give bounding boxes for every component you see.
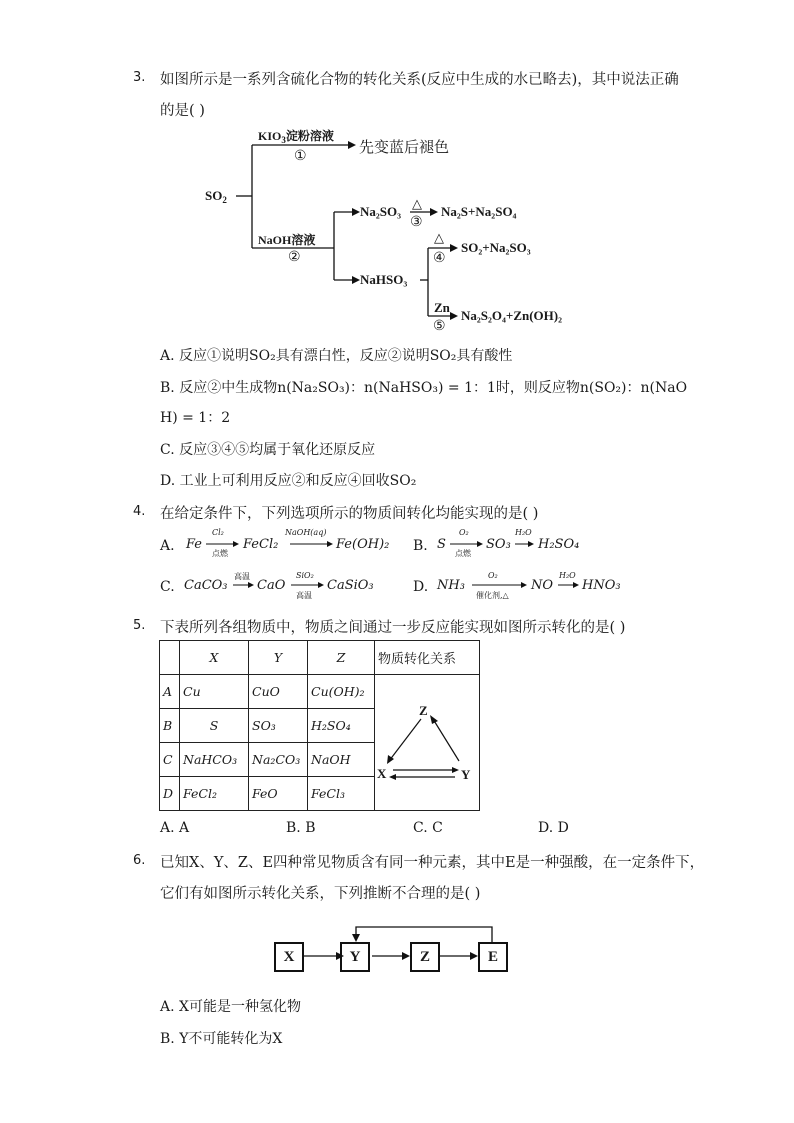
q4-d-s3: HNO₃ xyxy=(582,578,621,593)
q6-box-y: Y xyxy=(340,942,370,972)
q4-b-c2-top: H₂O xyxy=(515,528,532,537)
q3-r4-product: SO₂+Na₂SO₃ xyxy=(461,240,531,255)
q4-d-arrow1 xyxy=(472,581,528,589)
q4-b-c1-top: O₂ xyxy=(459,528,469,537)
table-cell: SO₃ xyxy=(249,709,308,743)
q4-b-arrow2 xyxy=(515,540,535,548)
q3-r5-number: ⑤ xyxy=(433,319,446,334)
table-header-cell: Z xyxy=(308,641,375,675)
table-header-cell: Y xyxy=(249,641,308,675)
q3-r3-product: Na₂S+Na₂SO₄ xyxy=(441,204,517,219)
q3-r5-product: Na₂S₂O₄+Zn(OH)₂ xyxy=(461,308,563,323)
q6-box-x: X xyxy=(274,942,304,972)
q6-box-z: Z xyxy=(410,942,440,972)
q5-option-d[interactable]: D. D xyxy=(538,820,569,836)
table-cell: NaOH xyxy=(308,743,375,777)
table-cell: NaHCO₃ xyxy=(180,743,249,777)
q3-r1-product: 先变蓝后褪色 xyxy=(359,138,450,156)
q4-a-s1: Fe xyxy=(186,537,203,552)
q3-option-b-line1[interactable]: B. 反应②中生成物n(Na₂SO₃)：n(NaHSO₃) = 1：1时，则反应物n(SO₂)：n(NaO xyxy=(160,380,688,396)
q4-d-s2: NO xyxy=(531,578,554,593)
q3-r4-condition: △ xyxy=(434,230,444,245)
table-header-row xyxy=(160,641,480,675)
q6-number: 6. xyxy=(133,853,146,868)
q5-diagram-z: Z xyxy=(419,703,428,718)
q5-diagram-y: Y xyxy=(461,767,471,782)
table-cell: B xyxy=(160,709,180,743)
q3-na2so3: Na₂SO₃ xyxy=(360,204,402,219)
q3-option-a[interactable]: A. 反应①说明SO₂具有漂白性，反应②说明SO₂具有酸性 xyxy=(160,348,513,364)
q3-number: 3. xyxy=(133,70,146,85)
table-cell: H₂SO₄ xyxy=(308,709,375,743)
q3-nahso3: NaHSO₃ xyxy=(360,272,408,287)
q4-c-c1-top: 高温 xyxy=(234,572,250,581)
table-cell: Na₂CO₃ xyxy=(249,743,308,777)
q3-r1-number: ① xyxy=(294,149,307,164)
q4-d-c2-top: H₂O xyxy=(559,571,576,580)
q3-r4-number: ④ xyxy=(433,251,446,266)
q4-a-arrow2 xyxy=(290,540,334,548)
table-cell: Cu(OH)₂ xyxy=(308,675,375,709)
q3-option-c[interactable]: C. 反应③④⑤均属于氧化还原反应 xyxy=(160,442,376,458)
q5-option-a[interactable]: A. A xyxy=(160,820,190,836)
q3-r2-number: ② xyxy=(288,250,301,265)
q4-stem: 在给定条件下，下列选项所示的物质间转化均能实现的是( ) xyxy=(160,506,539,522)
q5-table xyxy=(159,640,480,811)
q4-c-arrow1 xyxy=(233,581,255,589)
q3-r3-condition: △ xyxy=(412,196,422,211)
q4-option-b[interactable] xyxy=(413,538,428,554)
q4-a-c2-top: NaOH(aq) xyxy=(285,528,327,537)
q5-option-c[interactable]: C. C xyxy=(413,820,443,836)
q3-r1-reagent: $KIO_3$淀粉溶液 xyxy=(258,129,334,145)
q4-a-c1-top: Cl₂ xyxy=(212,528,224,537)
q5-diagram-cell xyxy=(375,675,480,811)
q5-triangle-diagram xyxy=(375,675,473,811)
q3-stem-line1: 如图所示是一系列含硫化合物的转化关系(反应中生成的水已略去)，其中说法正确 xyxy=(160,72,679,88)
table-cell: D xyxy=(160,777,180,811)
table-header-cell xyxy=(160,641,180,675)
q3-so2-label: $SO_2$ xyxy=(205,188,227,205)
q5-stem: 下表所列各组物质中，物质之间通过一步反应能实现如图所示转化的是( ) xyxy=(160,620,626,636)
q4-c-s3: CaSiO₃ xyxy=(327,578,374,593)
q3-diagram-lines xyxy=(0,0,794,340)
q4-a-label: A. xyxy=(160,538,175,554)
q4-option-d[interactable] xyxy=(413,579,428,595)
table-header-cell: 物质转化关系 xyxy=(375,641,480,675)
q6-option-b[interactable]: B. Y不可能转化为X xyxy=(160,1031,283,1047)
q4-c-arrow2 xyxy=(291,581,325,589)
q4-option-c[interactable] xyxy=(160,579,175,595)
q4-b-s1: S xyxy=(437,537,446,552)
q3-option-b-line2[interactable]: H) = 1：2 xyxy=(160,410,231,426)
q5-diagram-x: X xyxy=(377,766,387,781)
q4-d-c1-top: O₂ xyxy=(488,571,498,580)
q4-c-c2-top: SiO₂ xyxy=(296,571,314,580)
q4-c-s2: CaO xyxy=(257,578,286,593)
table-cell: A xyxy=(160,675,180,709)
table-row xyxy=(160,675,480,709)
table-cell: FeCl₂ xyxy=(180,777,249,811)
table-cell: FeO xyxy=(249,777,308,811)
q3-r2-reagent: NaOH溶液 xyxy=(258,233,316,247)
table-cell: C xyxy=(160,743,180,777)
q4-b-s2: SO₃ xyxy=(486,537,511,552)
q4-number: 4. xyxy=(133,504,146,519)
q4-d-label: D. xyxy=(413,579,429,595)
q4-c-s1: CaCO₃ xyxy=(184,578,228,593)
table-cell: CuO xyxy=(249,675,308,709)
q6-box-e: E xyxy=(478,942,508,972)
q5-number: 5. xyxy=(133,618,146,633)
q4-b-c1-bottom: 点燃 xyxy=(455,549,471,558)
q3-r5-reagent: Zn xyxy=(434,300,450,315)
q4-a-c1-bottom: 点燃 xyxy=(212,549,228,558)
q6-option-a[interactable]: A. X可能是一种氢化物 xyxy=(160,999,301,1015)
q4-a-arrow1 xyxy=(206,540,240,548)
q4-a-s3: Fe(OH)₂ xyxy=(336,537,390,552)
q4-d-arrow2 xyxy=(558,581,580,589)
q3-option-d[interactable]: D. 工业上可利用反应②和反应④回收SO₂ xyxy=(160,473,417,489)
q4-c-c2-bottom: 高温 xyxy=(296,591,312,600)
q6-stem-line2: 它们有如图所示转化关系，下列推断不合理的是( ) xyxy=(160,886,481,902)
table-cell: S xyxy=(180,709,249,743)
table-cell: Cu xyxy=(180,675,249,709)
q4-d-c1-bottom: 催化剂,△ xyxy=(476,591,509,600)
q3-r3-number: ③ xyxy=(410,215,423,230)
q4-a-s2: FeCl₂ xyxy=(243,537,279,552)
table-header-cell: X xyxy=(180,641,249,675)
q6-stem-line1: 已知X、Y、Z、E四种常见物质含有同一种元素，其中E是一种强酸，在一定条件下， xyxy=(160,855,705,871)
q3-stem-line2: 的是( ) xyxy=(160,103,205,119)
q4-b-s3: H₂SO₄ xyxy=(538,537,580,552)
q4-option-a[interactable] xyxy=(160,538,175,554)
q4-c-label: C. xyxy=(160,579,175,595)
table-cell: FeCl₃ xyxy=(308,777,375,811)
q5-option-b[interactable]: B. B xyxy=(286,820,316,836)
q4-b-label: B. xyxy=(413,538,428,554)
q4-d-s1: NH₃ xyxy=(437,578,465,593)
q4-b-arrow1 xyxy=(450,540,484,548)
